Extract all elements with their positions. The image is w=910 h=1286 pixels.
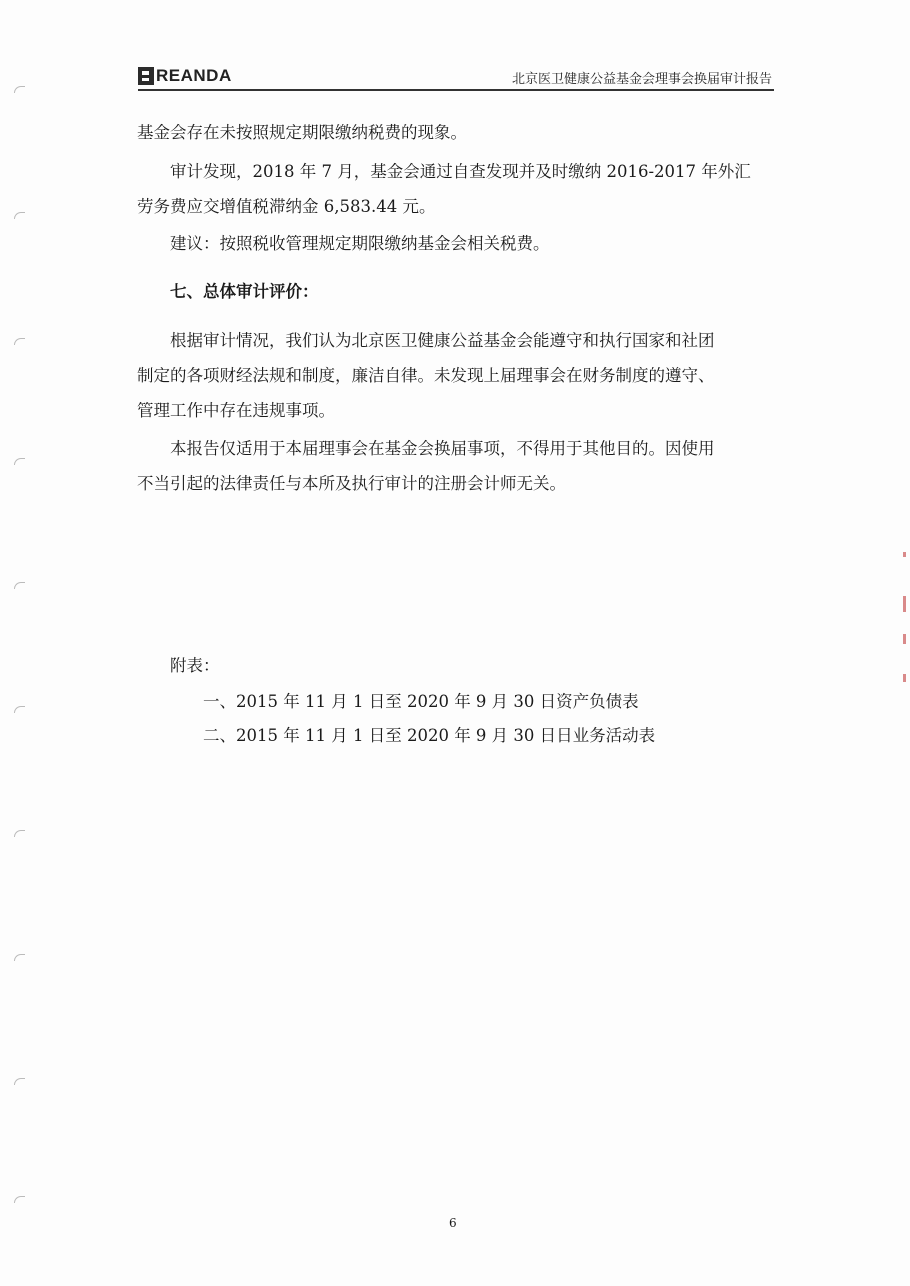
paragraph-text: 审计发现，2018 年 7 月，基金会通过自查发现并及时缴纳 2016-2017 年外汇 (170, 162, 751, 181)
stamp-edge-mark (903, 674, 906, 682)
binder-hole-mark (14, 338, 25, 345)
binder-hole-mark (14, 706, 25, 713)
stamp-edge-mark (903, 596, 906, 612)
binder-hole-mark (14, 954, 25, 961)
paragraph-text: 建议：按照税收管理规定期限缴纳基金会相关税费。 (170, 234, 550, 253)
paragraph-text: 根据审计情况，我们认为北京医卫健康公益基金会能遵守和执行国家和社团 (170, 331, 715, 350)
paragraph-tax-finding (137, 115, 777, 150)
logo-text: REANDA (156, 66, 232, 85)
paragraph-audit-discovery (137, 154, 777, 224)
paragraph-text: 制定的各项财经法规和制度，廉洁自律。未发现上届理事会在财务制度的遵守、 (137, 366, 715, 385)
paragraph-text: 不当引起的法律责任与本所及执行审计的注册会计师无关。 (137, 474, 566, 493)
paragraph-text: 本报告仅适用于本届理事会在基金会换届事项，不得用于其他目的。因使用 (170, 439, 715, 458)
paragraph-overall-evaluation (137, 323, 777, 428)
binder-hole-mark (14, 1196, 25, 1203)
binder-hole-mark (14, 830, 25, 837)
stamp-edge-mark (903, 634, 906, 644)
binder-hole-mark (14, 1078, 25, 1085)
reanda-logo (138, 66, 232, 86)
paragraph-text: 劳务费应交增值税滞纳金 6,583.44 元。 (137, 197, 436, 216)
header-divider (138, 89, 774, 91)
paragraph-text: 基金会存在未按照规定期限缴纳税费的现象。 (137, 123, 467, 142)
paragraph-text: 管理工作中存在违规事项。 (137, 401, 335, 420)
attachments-title: 附表： (170, 656, 220, 675)
binder-hole-mark (14, 86, 25, 93)
section-heading: 七、总体审计评价： (170, 282, 319, 301)
stamp-edge-mark (903, 552, 906, 557)
attachment-item: 一、2015 年 11 月 1 日至 2020 年 9 月 30 日资产负债表 (203, 692, 639, 711)
binder-hole-mark (14, 212, 25, 219)
page-number: 6 (449, 1216, 457, 1230)
header-title: 北京医卫健康公益基金会理事会换届审计报告 (511, 72, 772, 87)
attachment-item: 二、2015 年 11 月 1 日至 2020 年 9 月 30 日日业务活动表 (203, 726, 656, 745)
binder-hole-mark (14, 458, 25, 465)
paragraph-report-scope (137, 431, 777, 501)
paragraph-recommendation (137, 226, 777, 261)
reanda-logo-icon (138, 67, 154, 85)
page-header (138, 64, 774, 90)
binder-hole-mark (14, 582, 25, 589)
